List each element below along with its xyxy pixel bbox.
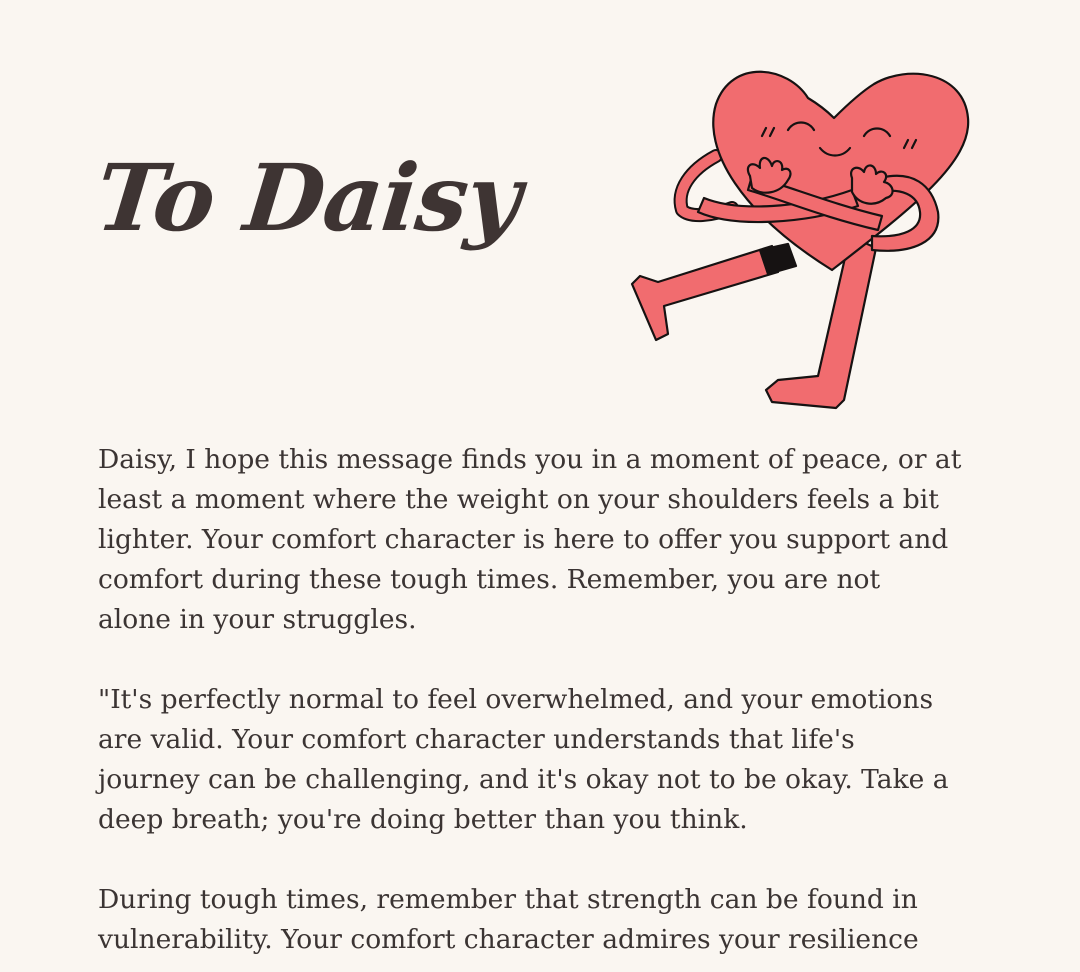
- text-line: deep breath; you're doing better than you think.: [98, 804, 748, 835]
- letter-title: To Daisy: [91, 144, 526, 252]
- letter-body: [98, 440, 998, 972]
- text-line: vulnerability. Your comfort character admires your resilience: [98, 924, 919, 955]
- hugging-heart-character-icon: [612, 58, 980, 422]
- text-line: During tough times, remember that strength can be found in: [98, 884, 918, 915]
- text-line: least a moment where the weight on your shoulders feels a bit: [98, 484, 939, 515]
- text-line: lighter. Your comfort character is here to offer you support and: [98, 524, 949, 555]
- paragraph: [98, 880, 998, 960]
- text-line: are valid. Your comfort character understands that life's: [98, 724, 855, 755]
- text-line: "It's perfectly normal to feel overwhelmed, and your emotions: [98, 684, 934, 715]
- text-line: journey can be challenging, and it's okay not to be okay. Take a: [98, 764, 949, 795]
- text-line: Daisy, I hope this message finds you in a moment of peace, or at: [98, 444, 962, 475]
- paragraph: [98, 680, 998, 840]
- paragraph: [98, 440, 998, 640]
- text-line: comfort during these tough times. Remember, you are not: [98, 564, 881, 595]
- text-line: alone in your struggles.: [98, 604, 417, 635]
